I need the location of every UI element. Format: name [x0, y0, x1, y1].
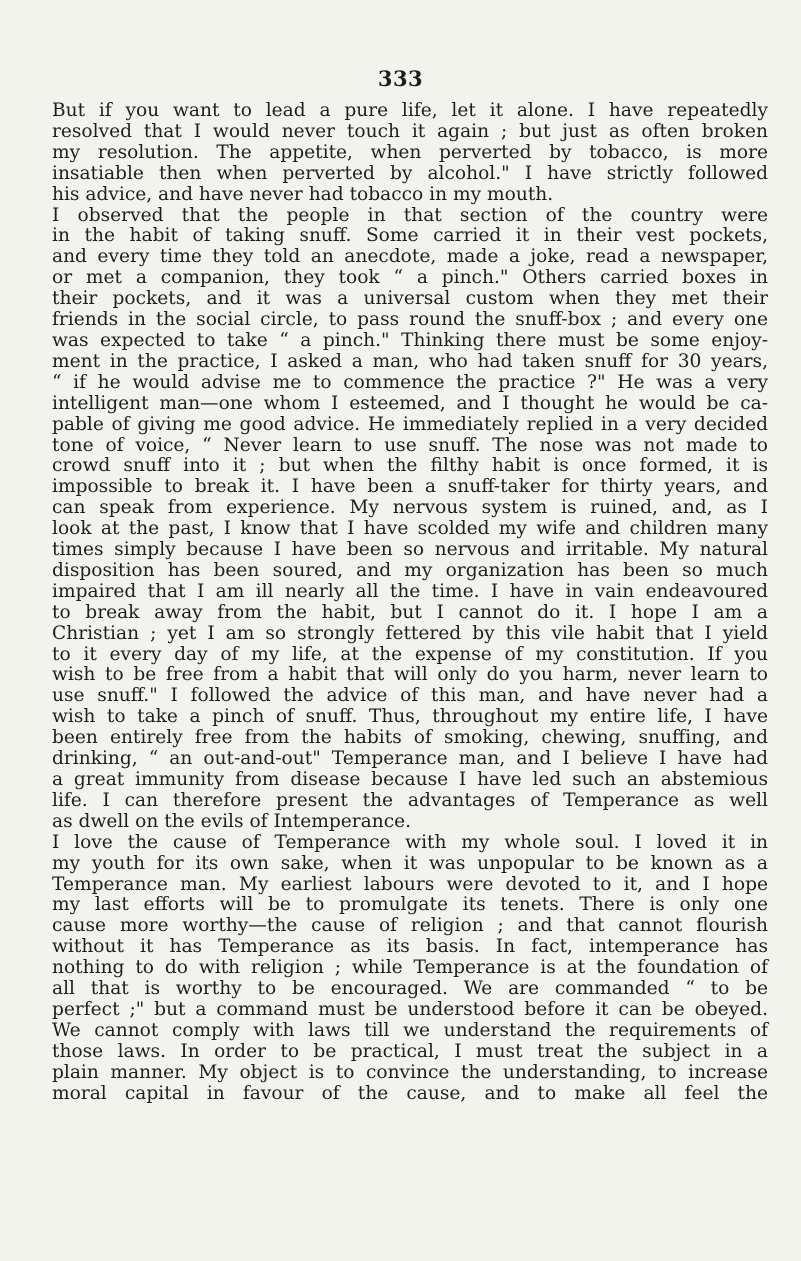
body-text [52, 101, 768, 1105]
text-line: times simply because I have been so nervous and irritable. My natural [52, 539, 768, 561]
text-line: can speak from experience. My nervous system is ruined, and, as I [52, 497, 768, 519]
text-line: been entirely free from the habits of smoking, chewing, snuffing, and [52, 727, 768, 749]
text-line: Temperance man. My earliest labours were devoted to it, and I hope [52, 873, 768, 895]
text-line: But if you want to lead a pure life, let it alone. I have repeatedly [52, 100, 768, 121]
text-line: to it every day of my life, at the expense of my constitution. If you [52, 643, 768, 665]
text-line: my youth for its own sake, when it was unpopular to be known as a [52, 852, 768, 874]
paragraph-tobacco [52, 101, 768, 206]
text-line: all that is worthy to be encouraged. We are commanded “ to be [52, 978, 768, 1000]
text-line: ment in the practice, I asked a man, who had taken snuff for 30 years, [52, 350, 768, 372]
paragraph-temperance [52, 833, 768, 1105]
text-line: wish to be free from a habit that will only do you harm, never learn to [52, 664, 768, 686]
text-line: wish to take a pinch of snuff. Thus, throughout my entire life, I have [52, 706, 768, 728]
text-line: those laws. In order to be practical, I must treat the subject in a [52, 1040, 768, 1062]
text-line: nothing to do with religion ; while Temperance is at the foundation of [52, 957, 768, 979]
text-line: look at the past, I know that I have scolded my wife and children many [52, 518, 768, 540]
text-line: “ if he would advise me to commence the practice ?" He was a very [52, 371, 768, 393]
text-line: his advice, and have never had tobacco in my mouth. [52, 183, 554, 205]
text-line: friends in the social circle, to pass round the snuff-box ; and every one [52, 309, 768, 331]
text-line: as dwell on the evils of Intemperance. [52, 810, 412, 832]
text-line: plain manner. My object is to convince the understanding, to increase [52, 1061, 768, 1083]
text-line: intelligent man—one whom I esteemed, and I thought he would be ca- [52, 392, 768, 414]
text-line: pable of giving me good advice. He immediately replied in a very decided [52, 413, 768, 435]
text-line: I observed that the people in that section of the country were [52, 204, 768, 226]
text-line: tone of voice, “ Never learn to use snuff. The nose was not made to [52, 434, 768, 456]
text-line: impaired that I am ill nearly all the time. I have in vain endeavoured [52, 580, 768, 602]
paragraph-snuff [52, 206, 768, 833]
text-line: life. I can therefore present the advantages of Temperance as well [52, 789, 768, 811]
text-line: insatiable then when perverted by alcohol." I have strictly followed [52, 162, 768, 184]
text-line: their pockets, and it was a universal custom when they met their [52, 288, 768, 310]
text-line: in the habit of taking snuff. Some carried it in their vest pockets, [52, 225, 768, 247]
text-line: cause more worthy—the cause of religion ; and that cannot flourish [52, 915, 768, 937]
text-line: crowd snuff into it ; but when the filthy habit is once formed, it is [52, 455, 768, 477]
text-line: drinking, “ an out-and-out" Temperance man, and I believe I have had [52, 748, 768, 770]
text-line: perfect ;" but a command must be understood before it can be obeyed. [52, 998, 768, 1020]
text-line: Christian ; yet I am so strongly fettered by this vile habit that I yield [52, 622, 768, 644]
text-line: disposition has been soured, and my organization has been so much [52, 559, 768, 581]
text-line: was expected to take “ a pinch." Thinking there must be some enjoy- [52, 329, 768, 351]
text-line: and every time they told an anecdote, made a joke, read a newspaper, [52, 246, 768, 268]
text-line: moral capital in favour of the cause, and to make all feel the [52, 1082, 768, 1104]
text-line: my resolution. The appetite, when perverted by tobacco, is more [52, 141, 768, 163]
page-number: 333 [377, 66, 424, 91]
text-line: without it has Temperance as its basis. In fact, intemperance has [52, 936, 768, 958]
text-line: my last efforts will be to promulgate its tenets. There is only one [52, 894, 768, 916]
text-line: or met a companion, they took “ a pinch." Others carried boxes in [52, 267, 768, 289]
text-line: I love the cause of Temperance with my whole soul. I loved it in [52, 831, 768, 853]
text-line: use snuff." I followed the advice of this man, and have never had a [52, 685, 768, 707]
text-line: impossible to break it. I have been a snuff-taker for thirty years, and [52, 476, 768, 498]
text-line: resolved that I would never touch it again ; but just as often broken [52, 120, 768, 142]
text-line: We cannot comply with laws till we understand the requirements of [52, 1019, 768, 1041]
text-line: to break away from the habit, but I cannot do it. I hope I am a [52, 601, 768, 623]
text-line: a great immunity from disease because I have led such an abstemious [52, 769, 768, 790]
